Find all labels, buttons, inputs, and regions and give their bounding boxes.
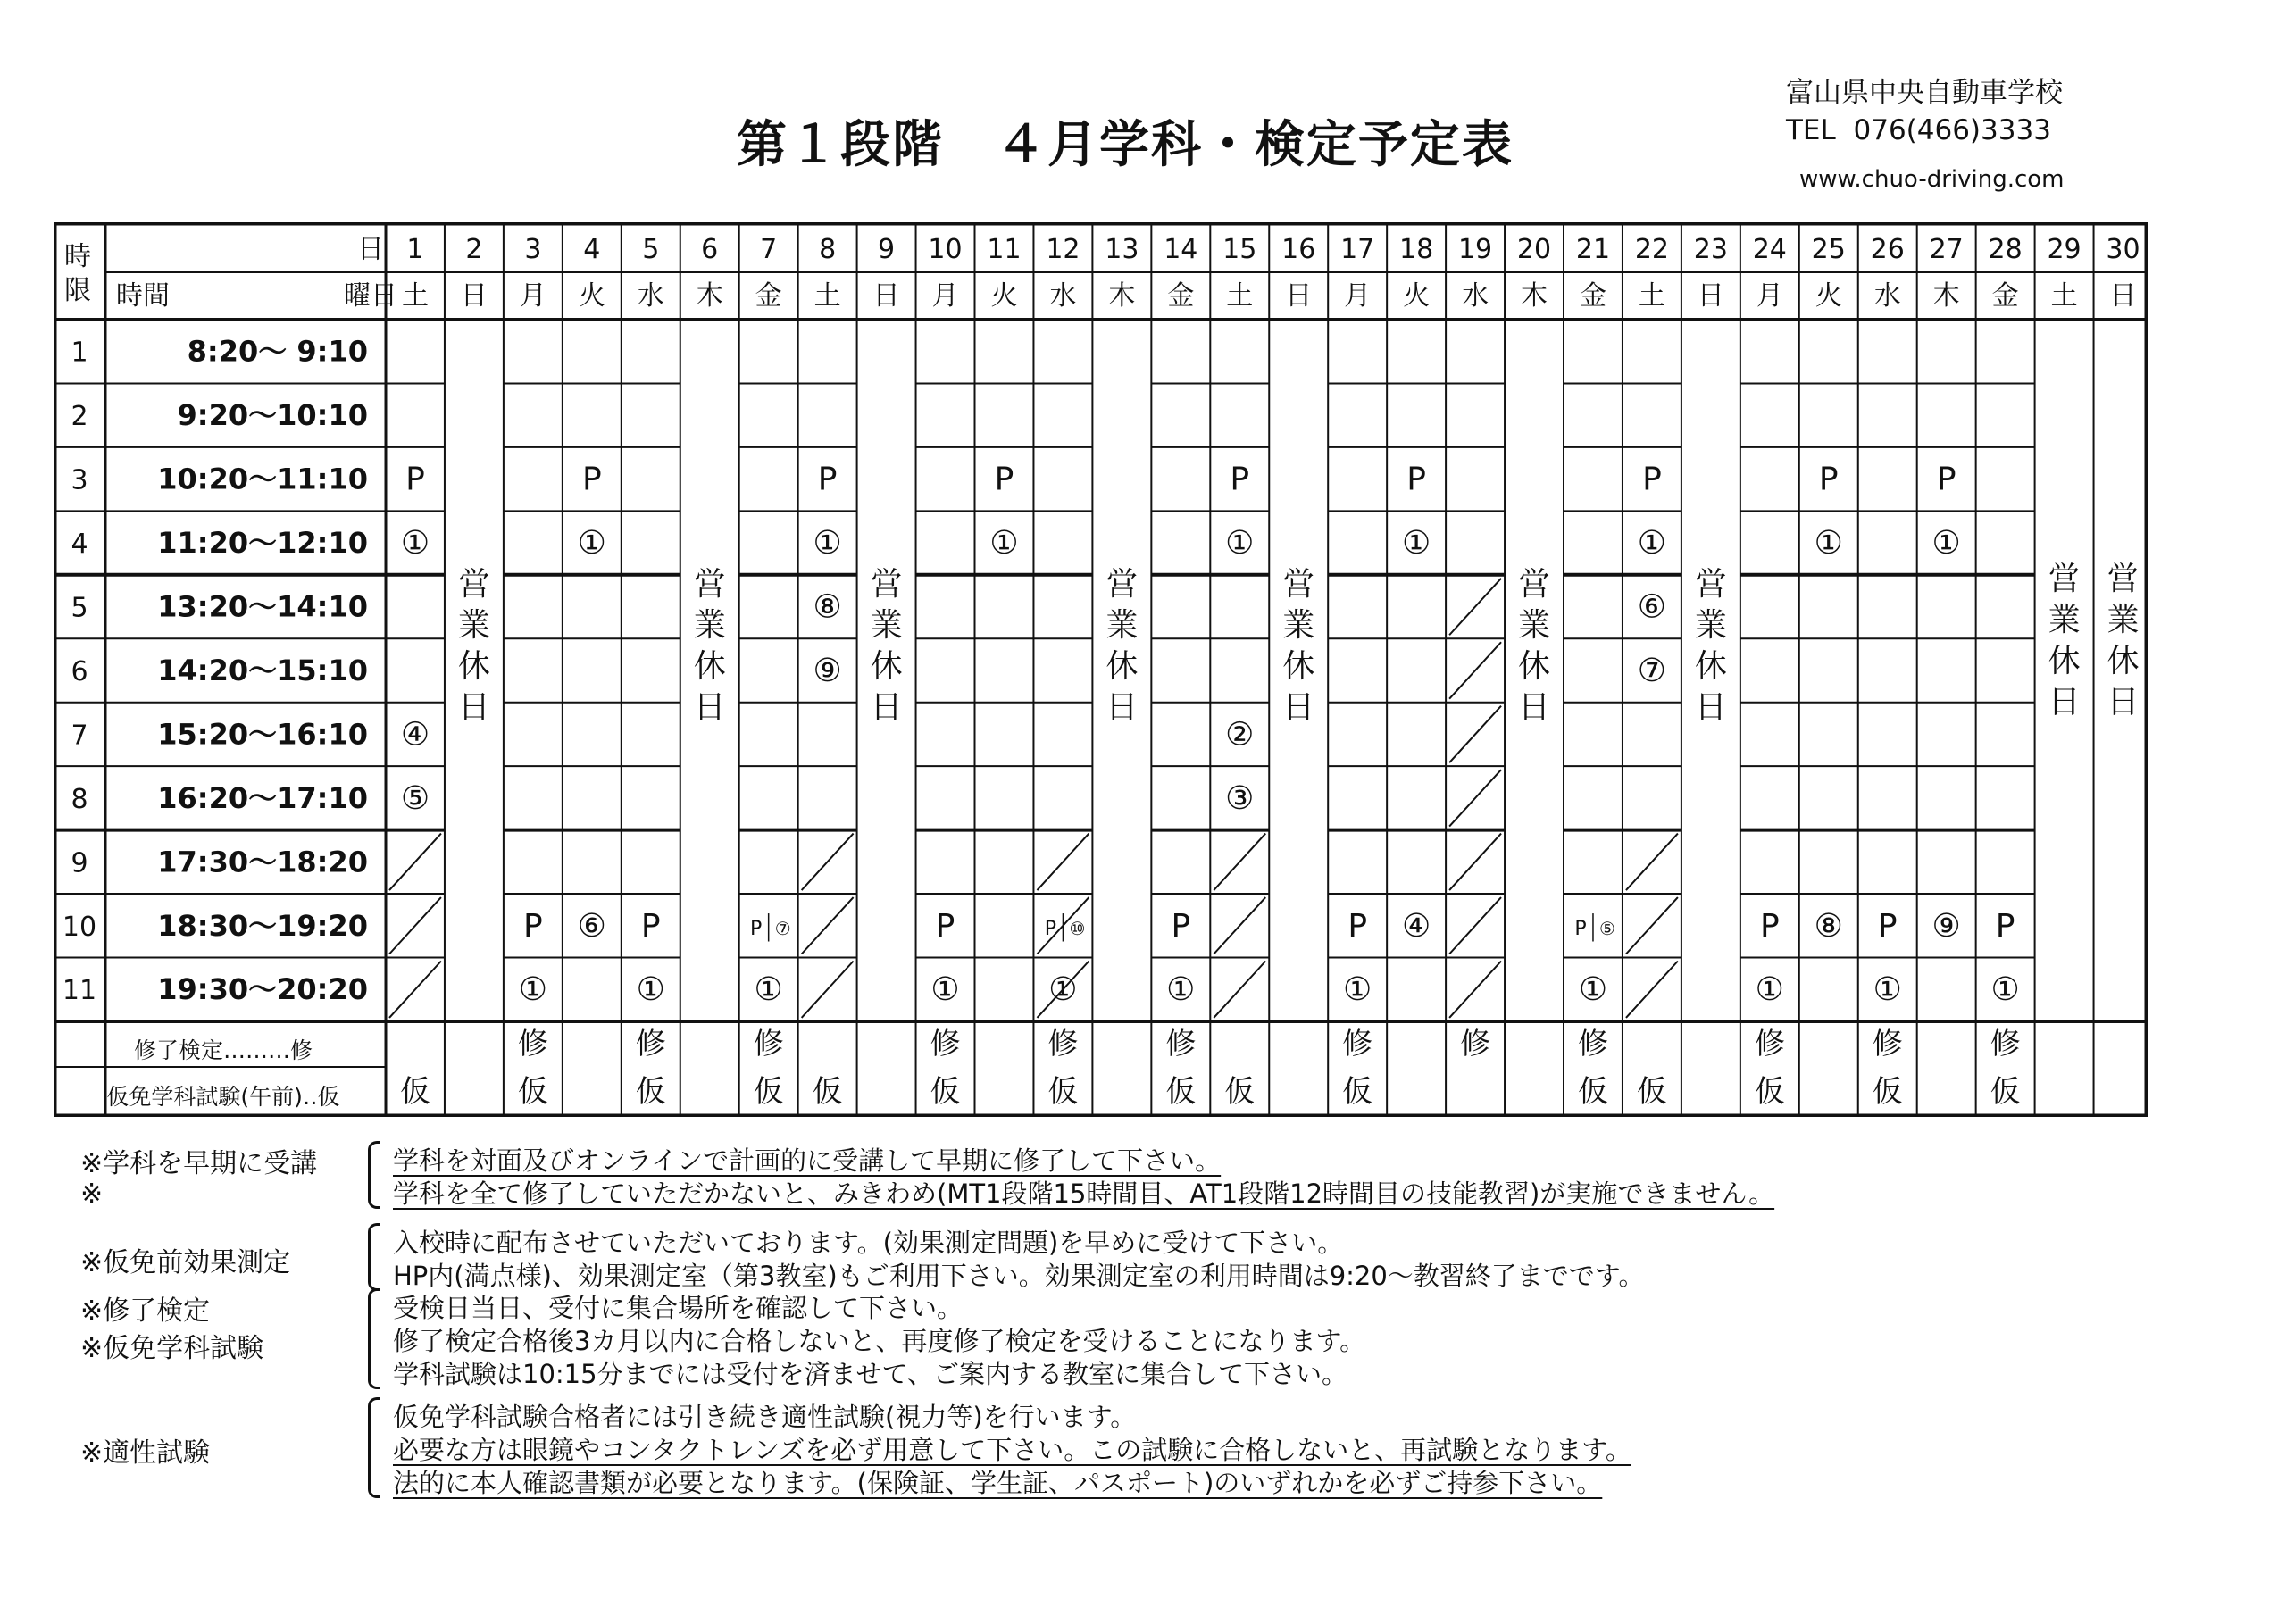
day-number: 30 bbox=[2106, 234, 2140, 265]
exam-kari-mark: 仮 bbox=[1165, 1074, 1197, 1110]
weekday-label: 水 bbox=[1462, 280, 1489, 312]
note-label: ※修了検定 bbox=[80, 1295, 211, 1327]
weekday-label: 木 bbox=[1521, 280, 1548, 312]
day-number: 22 bbox=[1634, 234, 1670, 265]
exam-kari-mark: 仮 bbox=[1577, 1074, 1608, 1110]
cell-mark: P bbox=[405, 461, 425, 498]
cell-mark: ① bbox=[577, 525, 606, 562]
day-number: 12 bbox=[1046, 234, 1080, 265]
period-number: 6 bbox=[71, 655, 88, 687]
cell-mark: ⑤ bbox=[400, 779, 430, 817]
period-number: 8 bbox=[71, 783, 88, 815]
day-number: 19 bbox=[1457, 234, 1493, 265]
day-number: 27 bbox=[1929, 234, 1964, 265]
closed-day-label: 業 bbox=[1694, 606, 1727, 644]
day-number: 17 bbox=[1340, 234, 1375, 265]
closed-day-label: 休 bbox=[2107, 642, 2140, 679]
weekday-label: 月 bbox=[931, 280, 959, 312]
cell-mark: ⑨ bbox=[1931, 907, 1961, 945]
period-time: 9:20〜10:10 bbox=[177, 398, 368, 433]
weekday-label: 日 bbox=[1697, 280, 1724, 312]
closed-day-label: 業 bbox=[2048, 601, 2081, 638]
slash-mark bbox=[1214, 834, 1265, 890]
closed-day-label: 営 bbox=[1105, 565, 1139, 603]
note-label: ※学科を早期に受講 bbox=[80, 1148, 318, 1179]
exam-shu-mark: 修 bbox=[753, 1026, 784, 1062]
exam-kari-mark: 仮 bbox=[1754, 1074, 1785, 1110]
day-number: 13 bbox=[1105, 234, 1139, 265]
exam-shu-mark: 修 bbox=[1165, 1026, 1197, 1062]
day-number: 3 bbox=[524, 234, 542, 265]
day-number: 20 bbox=[1516, 234, 1552, 265]
day-number: 23 bbox=[1693, 234, 1728, 265]
cell-mark: ① bbox=[1873, 971, 1902, 1009]
exam-shu-mark: 修 bbox=[1460, 1026, 1491, 1062]
slash-mark bbox=[1449, 642, 1501, 698]
exam-kari-mark: 仮 bbox=[635, 1074, 666, 1110]
closed-day-label: 営 bbox=[457, 565, 490, 603]
period-number: 11 bbox=[62, 975, 97, 1007]
weekday-label: 金 bbox=[1991, 280, 2019, 312]
cell-mark: P bbox=[1171, 907, 1191, 945]
exam-shu-mark: 修 bbox=[1342, 1026, 1373, 1062]
period-time: 18:30〜19:20 bbox=[157, 908, 368, 943]
weekday-label: 土 bbox=[401, 280, 429, 312]
cell-mark: P bbox=[640, 907, 661, 945]
exam-shu-mark: 修 bbox=[1047, 1026, 1079, 1062]
exam-shu-mark: 修 bbox=[1990, 1026, 2021, 1062]
cell-mark: P bbox=[1574, 917, 1587, 940]
cell-mark: ① bbox=[1401, 525, 1431, 562]
day-number: 1 bbox=[406, 234, 424, 265]
note-line: 学科試験は10:15分までには受付を済ませて、ご案内する教室に集合して下さい。 bbox=[393, 1359, 1347, 1389]
cell-mark: ① bbox=[1814, 525, 1843, 562]
day-number: 24 bbox=[1752, 234, 1787, 265]
cell-mark: ③ bbox=[1225, 779, 1255, 817]
period-number: 7 bbox=[71, 720, 88, 752]
weekday-label: 日 bbox=[460, 280, 488, 312]
cell-mark: ⑥ bbox=[1637, 588, 1667, 626]
weekday-label: 日 bbox=[872, 280, 900, 312]
note-line: 入校時に配布させていただいております。(効果測定問題)を早めに受けて下さい。 bbox=[393, 1228, 1344, 1258]
exam-shu-mark: 修 bbox=[1872, 1026, 1903, 1062]
period-header-2: 限 bbox=[64, 275, 91, 306]
slash-mark bbox=[1214, 962, 1265, 1018]
closed-day-label: 日 bbox=[870, 688, 903, 726]
table-frame bbox=[55, 224, 2147, 1116]
weekday-label: 木 bbox=[1932, 280, 1960, 312]
note-line: 仮免学科試験合格者には引き続き適性試験(視力等)を行います。 bbox=[393, 1402, 1137, 1432]
day-number: 2 bbox=[465, 234, 483, 265]
period-time: 11:20〜12:10 bbox=[157, 526, 368, 561]
exam-shu-mark: 修 bbox=[635, 1026, 666, 1062]
weekday-label: 木 bbox=[1108, 280, 1136, 312]
exam-kari-mark: 仮 bbox=[517, 1074, 548, 1110]
time-header-label: 時間 bbox=[116, 280, 170, 312]
note-label: ※仮免前効果測定 bbox=[80, 1246, 291, 1278]
weekday-label: 土 bbox=[1226, 280, 1254, 312]
day-number: 14 bbox=[1164, 234, 1198, 265]
note-label: ※仮免学科試験 bbox=[80, 1333, 264, 1364]
weekday-label: 水 bbox=[1873, 280, 1901, 312]
day-number: 18 bbox=[1399, 234, 1434, 265]
cell-mark: P bbox=[1230, 461, 1250, 498]
note-brace bbox=[368, 1397, 380, 1498]
note-line: 学科を対面及びオンラインで計画的に受講して早期に修了して下さい。 bbox=[393, 1145, 1222, 1176]
cell-mark: P bbox=[994, 461, 1014, 498]
cell-mark: ⑧ bbox=[813, 588, 842, 626]
cell-mark: ⑨ bbox=[813, 652, 842, 689]
closed-day-label: 休 bbox=[1282, 647, 1315, 685]
cell-mark: P bbox=[817, 461, 838, 498]
closed-day-label: 営 bbox=[1694, 565, 1727, 603]
cell-mark: ① bbox=[813, 525, 842, 562]
period-number: 2 bbox=[71, 401, 88, 433]
weekday-label: 水 bbox=[1049, 280, 1077, 312]
slash-mark bbox=[389, 962, 441, 1018]
closed-day-label: 業 bbox=[457, 606, 490, 644]
weekday-label: 金 bbox=[755, 280, 782, 312]
cell-mark: ① bbox=[989, 525, 1019, 562]
exam-kari-mark: 仮 bbox=[753, 1074, 784, 1110]
day-number: 29 bbox=[2047, 234, 2082, 265]
closed-day-label: 業 bbox=[1282, 606, 1315, 644]
cell-mark: P bbox=[523, 907, 543, 945]
closed-day-label: 営 bbox=[1518, 565, 1551, 603]
exam-kari-mark: 仮 bbox=[812, 1074, 843, 1110]
period-header-1: 時 bbox=[64, 241, 91, 272]
weekday-label: 月 bbox=[1756, 280, 1783, 312]
slash-mark bbox=[1449, 770, 1501, 826]
closed-day-label: 業 bbox=[1105, 606, 1139, 644]
closed-day-label: 営 bbox=[693, 565, 726, 603]
period-time: 13:20〜14:10 bbox=[157, 589, 368, 624]
cell-mark: ① bbox=[1343, 971, 1372, 1009]
cell-mark: ① bbox=[754, 971, 783, 1009]
cell-mark: P bbox=[1877, 907, 1898, 945]
slash-mark bbox=[802, 962, 854, 1018]
closed-day-label: 日 bbox=[2048, 683, 2081, 720]
exam-kari-mark: 仮 bbox=[399, 1074, 430, 1110]
day-number: 21 bbox=[1575, 234, 1611, 265]
closed-day-label: 営 bbox=[2107, 560, 2140, 597]
exam-shu-mark: 修 bbox=[1577, 1026, 1608, 1062]
school-url: www.chuo-driving.com bbox=[1799, 166, 2065, 193]
cell-mark: ② bbox=[1225, 716, 1255, 754]
cell-mark: ⑤ bbox=[1599, 917, 1615, 939]
note-brace bbox=[368, 1288, 380, 1389]
day-number: 8 bbox=[819, 234, 837, 265]
cell-mark: ① bbox=[1225, 525, 1255, 562]
exam-shu-mark: 修 bbox=[1754, 1026, 1785, 1062]
day-number: 10 bbox=[928, 234, 963, 265]
exam-kari-mark: 仮 bbox=[1047, 1074, 1079, 1110]
closed-day-label: 業 bbox=[1518, 606, 1551, 644]
cell-mark: ① bbox=[1166, 971, 1196, 1009]
closed-day-label: 休 bbox=[1694, 647, 1727, 685]
note-line: 必要な方は眼鏡やコンタクトレンズを必ず用意して下さい。この試験に合格しないと、再試験となります。 bbox=[393, 1435, 1631, 1465]
period-time: 15:20〜16:10 bbox=[157, 717, 368, 752]
cell-mark: ① bbox=[930, 971, 960, 1009]
cell-mark: ④ bbox=[400, 716, 430, 754]
weekday-label: 火 bbox=[990, 280, 1018, 312]
cell-mark: P bbox=[935, 907, 955, 945]
day-number: 4 bbox=[583, 234, 601, 265]
weekday-label: 火 bbox=[578, 280, 605, 312]
exam-shu-mark: 修 bbox=[517, 1026, 548, 1062]
period-time: 19:30〜20:20 bbox=[157, 972, 368, 1007]
closed-day-label: 営 bbox=[2048, 560, 2081, 597]
period-number: 3 bbox=[71, 464, 88, 496]
exam-kari-mark: 仮 bbox=[1990, 1074, 2021, 1110]
slash-mark bbox=[802, 897, 854, 954]
closed-day-label: 休 bbox=[1518, 647, 1551, 685]
day-number: 26 bbox=[1870, 234, 1905, 265]
note-label: ※ bbox=[80, 1178, 104, 1210]
weekday-header-label: 曜日 bbox=[344, 280, 397, 312]
cell-mark: ⑥ bbox=[577, 907, 606, 945]
cell-mark: ① bbox=[1931, 525, 1961, 562]
closed-day-label: 営 bbox=[1282, 565, 1315, 603]
closed-day-label: 日 bbox=[1518, 688, 1551, 726]
cell-mark: P bbox=[1347, 907, 1368, 945]
exam-kari-mark: 仮 bbox=[1224, 1074, 1256, 1110]
day-number: 9 bbox=[878, 234, 896, 265]
day-number: 15 bbox=[1222, 234, 1257, 265]
closed-day-label: 日 bbox=[457, 688, 490, 726]
cell-mark: ① bbox=[1990, 971, 2020, 1009]
slash-mark bbox=[1037, 834, 1089, 890]
slash-mark bbox=[1626, 897, 1678, 954]
weekday-label: 土 bbox=[1638, 280, 1665, 312]
exam-legend-row2: 仮免学科試験(午前)‥仮 bbox=[106, 1084, 340, 1110]
cell-mark: P bbox=[1044, 917, 1057, 940]
closed-day-label: 業 bbox=[693, 606, 726, 644]
slash-mark bbox=[1449, 706, 1501, 762]
closed-day-label: 業 bbox=[2107, 601, 2140, 638]
note-brace bbox=[368, 1141, 380, 1209]
weekday-label: 土 bbox=[2050, 280, 2078, 312]
slash-mark bbox=[1626, 834, 1678, 890]
cell-mark: ① bbox=[1048, 971, 1078, 1009]
note-label: ※適性試験 bbox=[80, 1437, 211, 1469]
closed-day-label: 日 bbox=[1282, 688, 1315, 726]
period-number: 9 bbox=[71, 847, 88, 879]
exam-kari-mark: 仮 bbox=[1342, 1074, 1373, 1110]
cell-mark: P bbox=[1642, 461, 1662, 498]
cell-mark: ⑦ bbox=[774, 917, 791, 939]
day-number: 28 bbox=[1988, 234, 2023, 265]
closed-day-label: 日 bbox=[1105, 688, 1139, 726]
closed-day-label: 日 bbox=[1694, 688, 1727, 726]
period-time: 16:20〜17:10 bbox=[157, 780, 368, 815]
period-time: 10:20〜11:10 bbox=[157, 462, 368, 496]
cell-mark: P bbox=[1936, 461, 1956, 498]
period-number: 4 bbox=[71, 529, 88, 561]
closed-day-label: 休 bbox=[870, 647, 903, 685]
school-name: 富山県中央自動車学校 bbox=[1786, 77, 2063, 109]
day-number: 5 bbox=[642, 234, 660, 265]
day-number: 25 bbox=[1811, 234, 1846, 265]
schedule-table bbox=[54, 222, 2148, 1117]
weekday-label: 金 bbox=[1579, 280, 1606, 312]
exam-shu-mark: 修 bbox=[930, 1026, 961, 1062]
slash-mark bbox=[1449, 834, 1501, 890]
note-brace bbox=[368, 1223, 380, 1291]
slash-mark bbox=[1449, 897, 1501, 954]
exam-kari-mark: 仮 bbox=[930, 1074, 961, 1110]
weekday-label: 金 bbox=[1167, 280, 1195, 312]
cell-mark: ① bbox=[1578, 971, 1608, 1009]
note-line: HP内(満点様)、効果測定室（第3教室)もご利用下さい。効果測定室の利用時間は9:20〜教習終了までです。 bbox=[393, 1261, 1645, 1291]
note-line: 法的に本人確認書類が必要となります。(保険証、学生証、パスポート)のいずれかを必ずご持参下さい。 bbox=[393, 1468, 1603, 1498]
note-line: 学科を全て修了していただかないと、みきわめ(MT1段階15時間目、AT1段階12時間目の技能教習)が実施できません。 bbox=[393, 1178, 1775, 1209]
weekday-label: 水 bbox=[637, 280, 664, 312]
closed-day-label: 休 bbox=[1105, 647, 1139, 685]
note-line: 受検日当日、受付に集合場所を確認して下さい。 bbox=[393, 1293, 964, 1323]
cell-mark: P bbox=[1818, 461, 1839, 498]
cell-mark: P bbox=[1995, 907, 2015, 945]
slash-mark bbox=[389, 897, 441, 954]
day-number: 7 bbox=[760, 234, 778, 265]
slash-mark bbox=[802, 834, 854, 890]
day-number: 11 bbox=[987, 234, 1022, 265]
closed-day-label: 日 bbox=[693, 688, 726, 726]
closed-day-label: 休 bbox=[457, 647, 490, 685]
cell-mark: ⑧ bbox=[1814, 907, 1843, 945]
exam-kari-mark: 仮 bbox=[1636, 1074, 1667, 1110]
weekday-label: 火 bbox=[1815, 280, 1842, 312]
cell-mark: ① bbox=[518, 971, 548, 1009]
slash-mark bbox=[1449, 579, 1501, 635]
page-title: 第１段階 ４月学科・検定予定表 bbox=[737, 116, 1514, 174]
note-line: 修了検定合格後3カ月以内に合格しないと、再度修了検定を受けることになります。 bbox=[393, 1326, 1366, 1356]
weekday-label: 日 bbox=[2109, 280, 2137, 312]
notes-section bbox=[54, 1141, 2197, 1552]
slash-mark bbox=[1626, 962, 1678, 1018]
cell-mark: P bbox=[1406, 461, 1426, 498]
closed-day-label: 日 bbox=[2107, 683, 2140, 720]
weekday-label: 月 bbox=[1344, 280, 1372, 312]
closed-day-label: 業 bbox=[870, 606, 903, 644]
cell-mark: ⑩ bbox=[1069, 917, 1086, 939]
day-header-label: 日 bbox=[357, 234, 384, 265]
cell-mark: ① bbox=[1637, 525, 1667, 562]
period-number: 10 bbox=[62, 911, 97, 943]
slash-mark bbox=[389, 834, 441, 890]
exam-legend-row1: 修了検定………修 bbox=[133, 1037, 313, 1063]
slash-mark bbox=[1214, 897, 1265, 954]
slash-mark bbox=[1449, 962, 1501, 1018]
cell-mark: P bbox=[750, 917, 763, 940]
weekday-label: 月 bbox=[519, 280, 546, 312]
period-time: 8:20〜 9:10 bbox=[187, 334, 368, 369]
cell-mark: ⑦ bbox=[1637, 652, 1667, 689]
closed-day-label: 営 bbox=[870, 565, 903, 603]
exam-kari-mark: 仮 bbox=[1872, 1074, 1903, 1110]
cell-mark: P bbox=[581, 461, 602, 498]
day-number: 16 bbox=[1281, 234, 1316, 265]
weekday-label: 火 bbox=[1403, 280, 1431, 312]
period-number: 1 bbox=[71, 337, 88, 369]
closed-day-label: 休 bbox=[693, 647, 726, 685]
weekday-label: 土 bbox=[813, 280, 841, 312]
cell-mark: ① bbox=[1755, 971, 1784, 1009]
weekday-label: 木 bbox=[696, 280, 723, 312]
period-time: 17:30〜18:20 bbox=[157, 845, 368, 879]
cell-mark: ④ bbox=[1401, 907, 1431, 945]
weekday-label: 日 bbox=[1285, 280, 1313, 312]
school-tel: TEL 076(466)3333 bbox=[1786, 114, 2051, 146]
period-time: 14:20〜15:10 bbox=[157, 653, 368, 687]
closed-day-label: 休 bbox=[2048, 642, 2081, 679]
cell-mark: ① bbox=[636, 971, 665, 1009]
cell-mark: P bbox=[1759, 907, 1780, 945]
cell-mark: ① bbox=[400, 525, 430, 562]
day-number: 6 bbox=[701, 234, 719, 265]
period-number: 5 bbox=[71, 592, 88, 624]
